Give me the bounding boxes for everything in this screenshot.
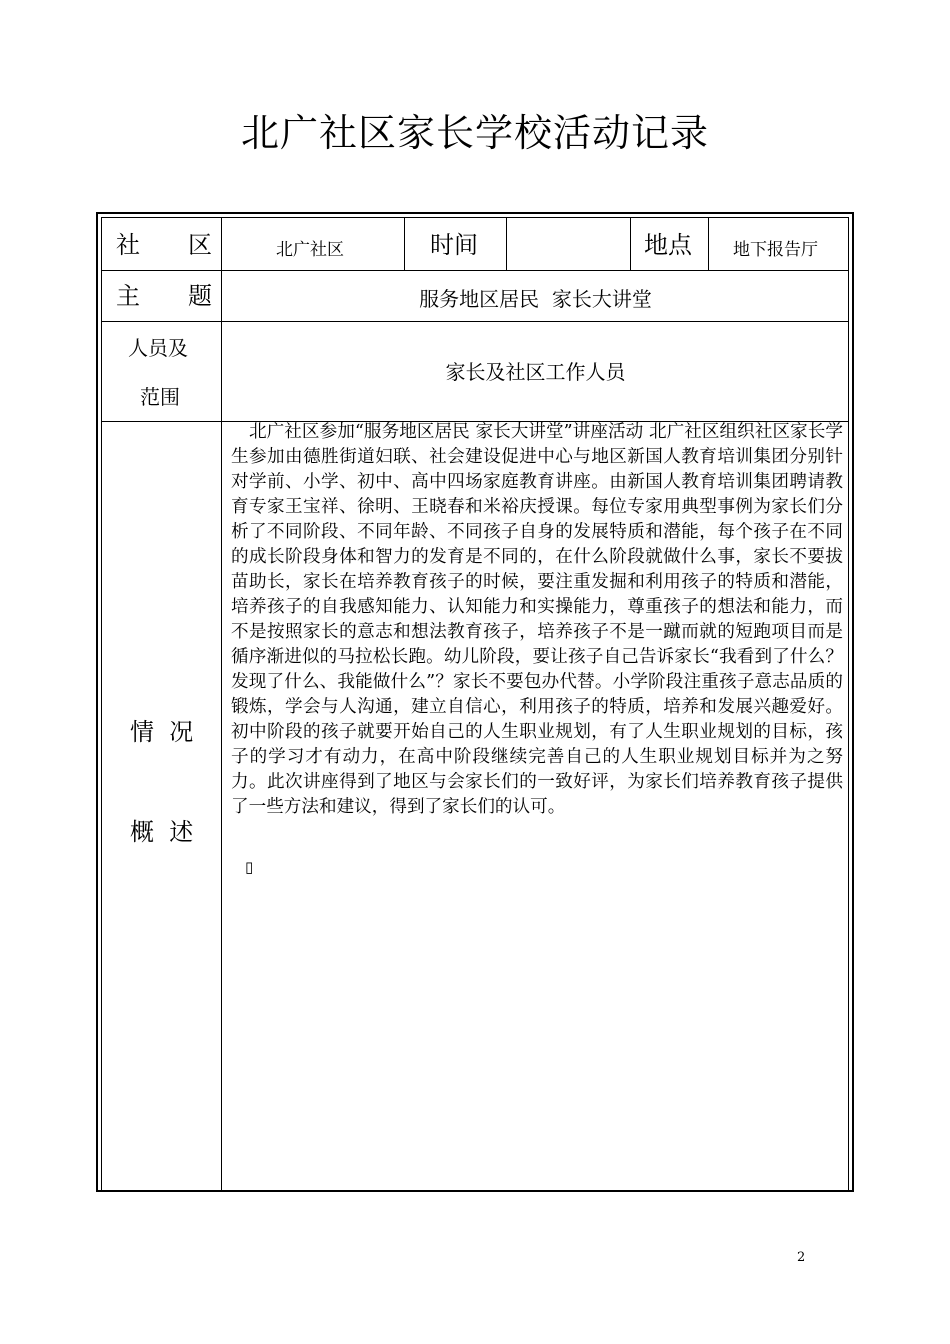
community-value: 北广社区 (276, 240, 344, 260)
place-value: 地下报告厅 (733, 240, 818, 260)
trailing-mark: ▯ (245, 858, 254, 876)
summary-text: 北广社区参加“服务地区居民 家长大讲堂”讲座活动 北广社区组织社区家长学生参加由德胜街道妇联、社会建设促进中心与地区新国人教育培训集团分别针对学前、小学、初中、高中四场家庭教育讲座。由新国人教育培训集团聘请教育专家王宝祥、徐明、王晓春和米裕庆授课。每位专家用典型事例为家长们分析了不同阶段、不同年龄、不同孩子自身的发展特质和潜能，每个孩子在不同的成长阶段身体和智力的发育是不同的，在什么阶段就做什么事，家长不要拔苗助长，家长在培养教育孩子的时候，要注重发掘和利用孩子的特质和潜能，培养孩子的自我感知能力、认知能力和实操能力，尊重孩子的想法和能力，而不是按照家长的意志和想法教育孩子，培养孩子不是一蹴而就的短跑项目而是循序渐进似的马拉松长跑。幼儿阶段，要让孩子自己告诉家长“我看到了什么？发现了什么、我能做什么”？家长不要包办代替。小学阶段注重孩子意志品质的锻炼，学会与人沟通，建立自信心，利用孩子的特质，培养和发展兴趣爱好。初中阶段的孩子就要开始自己的人生职业规划，有了人生职业规划的目标，孩子的学习才有动力，在高中阶段继续完善自己的人生职业规划目标并为之努力。此次讲座得到了地区与会家长们的一致好评，为家长们培养教育孩子提供了一些方法和建议，得到了家长们的认可。 (231, 422, 843, 817)
people-label-line2: 范围 (140, 385, 180, 409)
summary-label-line1: 情 况 (130, 718, 194, 746)
row1-divider-b (506, 217, 507, 270)
row1-divider-a (404, 217, 405, 270)
people-value: 家长及社区工作人员 (445, 360, 626, 384)
topic-label: 主 题 (116, 282, 212, 310)
community-label: 社 区 (116, 231, 212, 259)
people-label-line1: 人员及 (128, 336, 188, 360)
page-title: 北广社区家长学校活动记录 (240, 111, 709, 155)
time-label: 时间 (430, 231, 478, 259)
row1-divider-c (630, 217, 631, 270)
summary-label-line2: 概 述 (130, 818, 194, 846)
row-divider-2 (101, 321, 849, 322)
page-number: 2 (797, 1250, 806, 1265)
place-label: 地点 (644, 231, 692, 259)
row1-divider-d (708, 217, 709, 270)
row-divider-1 (101, 270, 849, 271)
topic-value: 服务地区居民 家长大讲堂 (419, 287, 652, 311)
